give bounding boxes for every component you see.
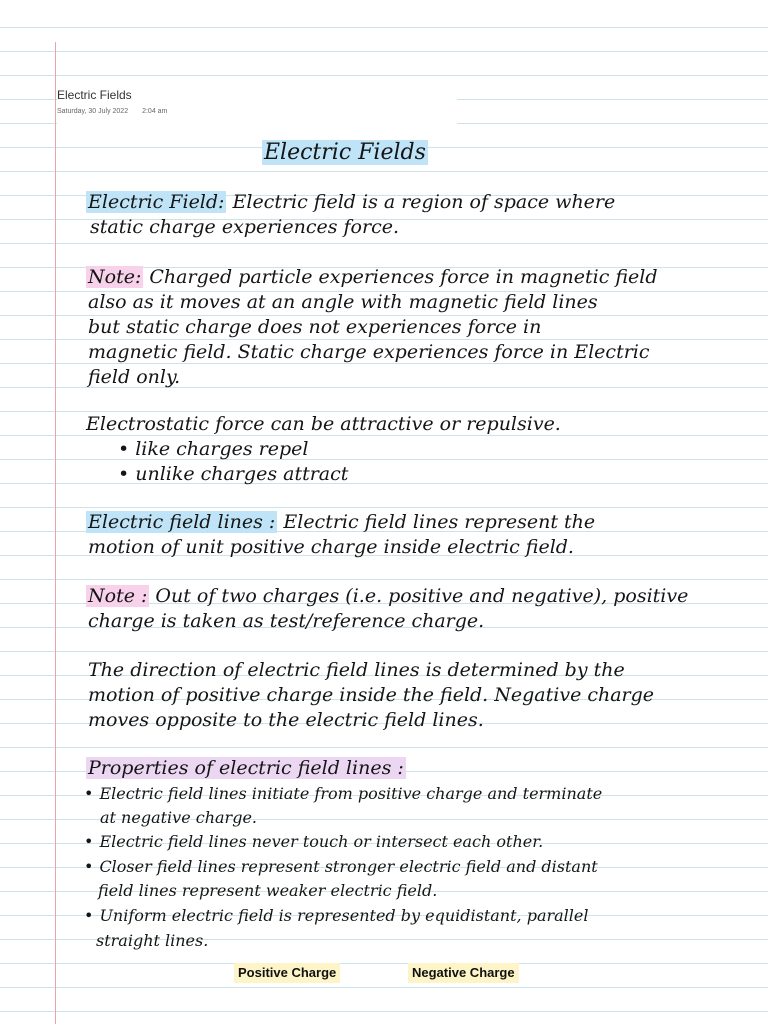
note-heading: Electric Fields [264, 140, 426, 165]
page-header [57, 88, 457, 126]
property-item-3-cont: field lines represent weaker electric field. [98, 881, 438, 900]
field-lines-line-2: motion of unit positive charge inside electric field. [88, 536, 574, 558]
electrostatic-line: Electrostatic force can be attractive or repulsive. [86, 413, 561, 435]
note2-line-1: Note : Out of two charges (i.e. positive and negative), positive [88, 585, 689, 607]
property-item-1: • Electric field lines initiate from positive charge and terminate [84, 784, 603, 803]
note1-line-1: Note: Charged particle experiences force in magnetic field [88, 266, 658, 288]
margin-line [55, 42, 56, 1024]
direction-line-3: moves opposite to the electric field lines. [88, 709, 484, 731]
page-title: Electric Fields [57, 88, 132, 102]
note1-label: Note: [88, 266, 142, 288]
definition-term: Electric Field: [88, 191, 225, 213]
electrostatic-bullet-2: • unlike charges attract [118, 463, 349, 485]
property-item-4: • Uniform electric field is represented by equidistant, parallel [84, 906, 589, 925]
direction-line-1: The direction of electric field lines is determined by the [88, 659, 625, 681]
direction-line-2: motion of positive charge inside the field. Negative charge [88, 684, 655, 706]
property-item-3: • Closer field lines represent stronger electric field and distant [84, 857, 598, 876]
page-date: Saturday, 30 July 2022 [57, 108, 129, 115]
note1-line-2: also as it moves at an angle with magnetic field lines [88, 291, 598, 313]
page-time: 2:04 am [142, 108, 168, 115]
field-lines-line-1: Electric field lines : Electric field lines represent the [88, 511, 596, 533]
note1-line-5: field only. [88, 366, 181, 388]
negative-charge-label: Negative Charge [408, 963, 519, 983]
properties-heading: Properties of electric field lines : [88, 757, 404, 779]
electrostatic-bullet-1: • like charges repel [118, 438, 309, 460]
definition-line-2: static charge experiences force. [90, 216, 400, 238]
note1-line-4: magnetic field. Static charge experiences force in Electric [88, 341, 650, 363]
note2-line-2: charge is taken as test/reference charge. [88, 610, 485, 632]
field-lines-term: Electric field lines : [88, 511, 276, 533]
property-item-4-cont: straight lines. [96, 931, 209, 950]
positive-charge-label: Positive Charge [234, 963, 340, 983]
property-item-1-cont: at negative charge. [100, 808, 257, 827]
definition-line-1: Electric Field: Electric field is a region of space where [88, 191, 616, 213]
note2-label: Note : [88, 585, 148, 607]
page-date-time [57, 108, 167, 115]
property-item-2: • Electric field lines never touch or intersect each other. [84, 832, 544, 851]
note1-line-3: but static charge does not experiences force in [88, 316, 542, 338]
